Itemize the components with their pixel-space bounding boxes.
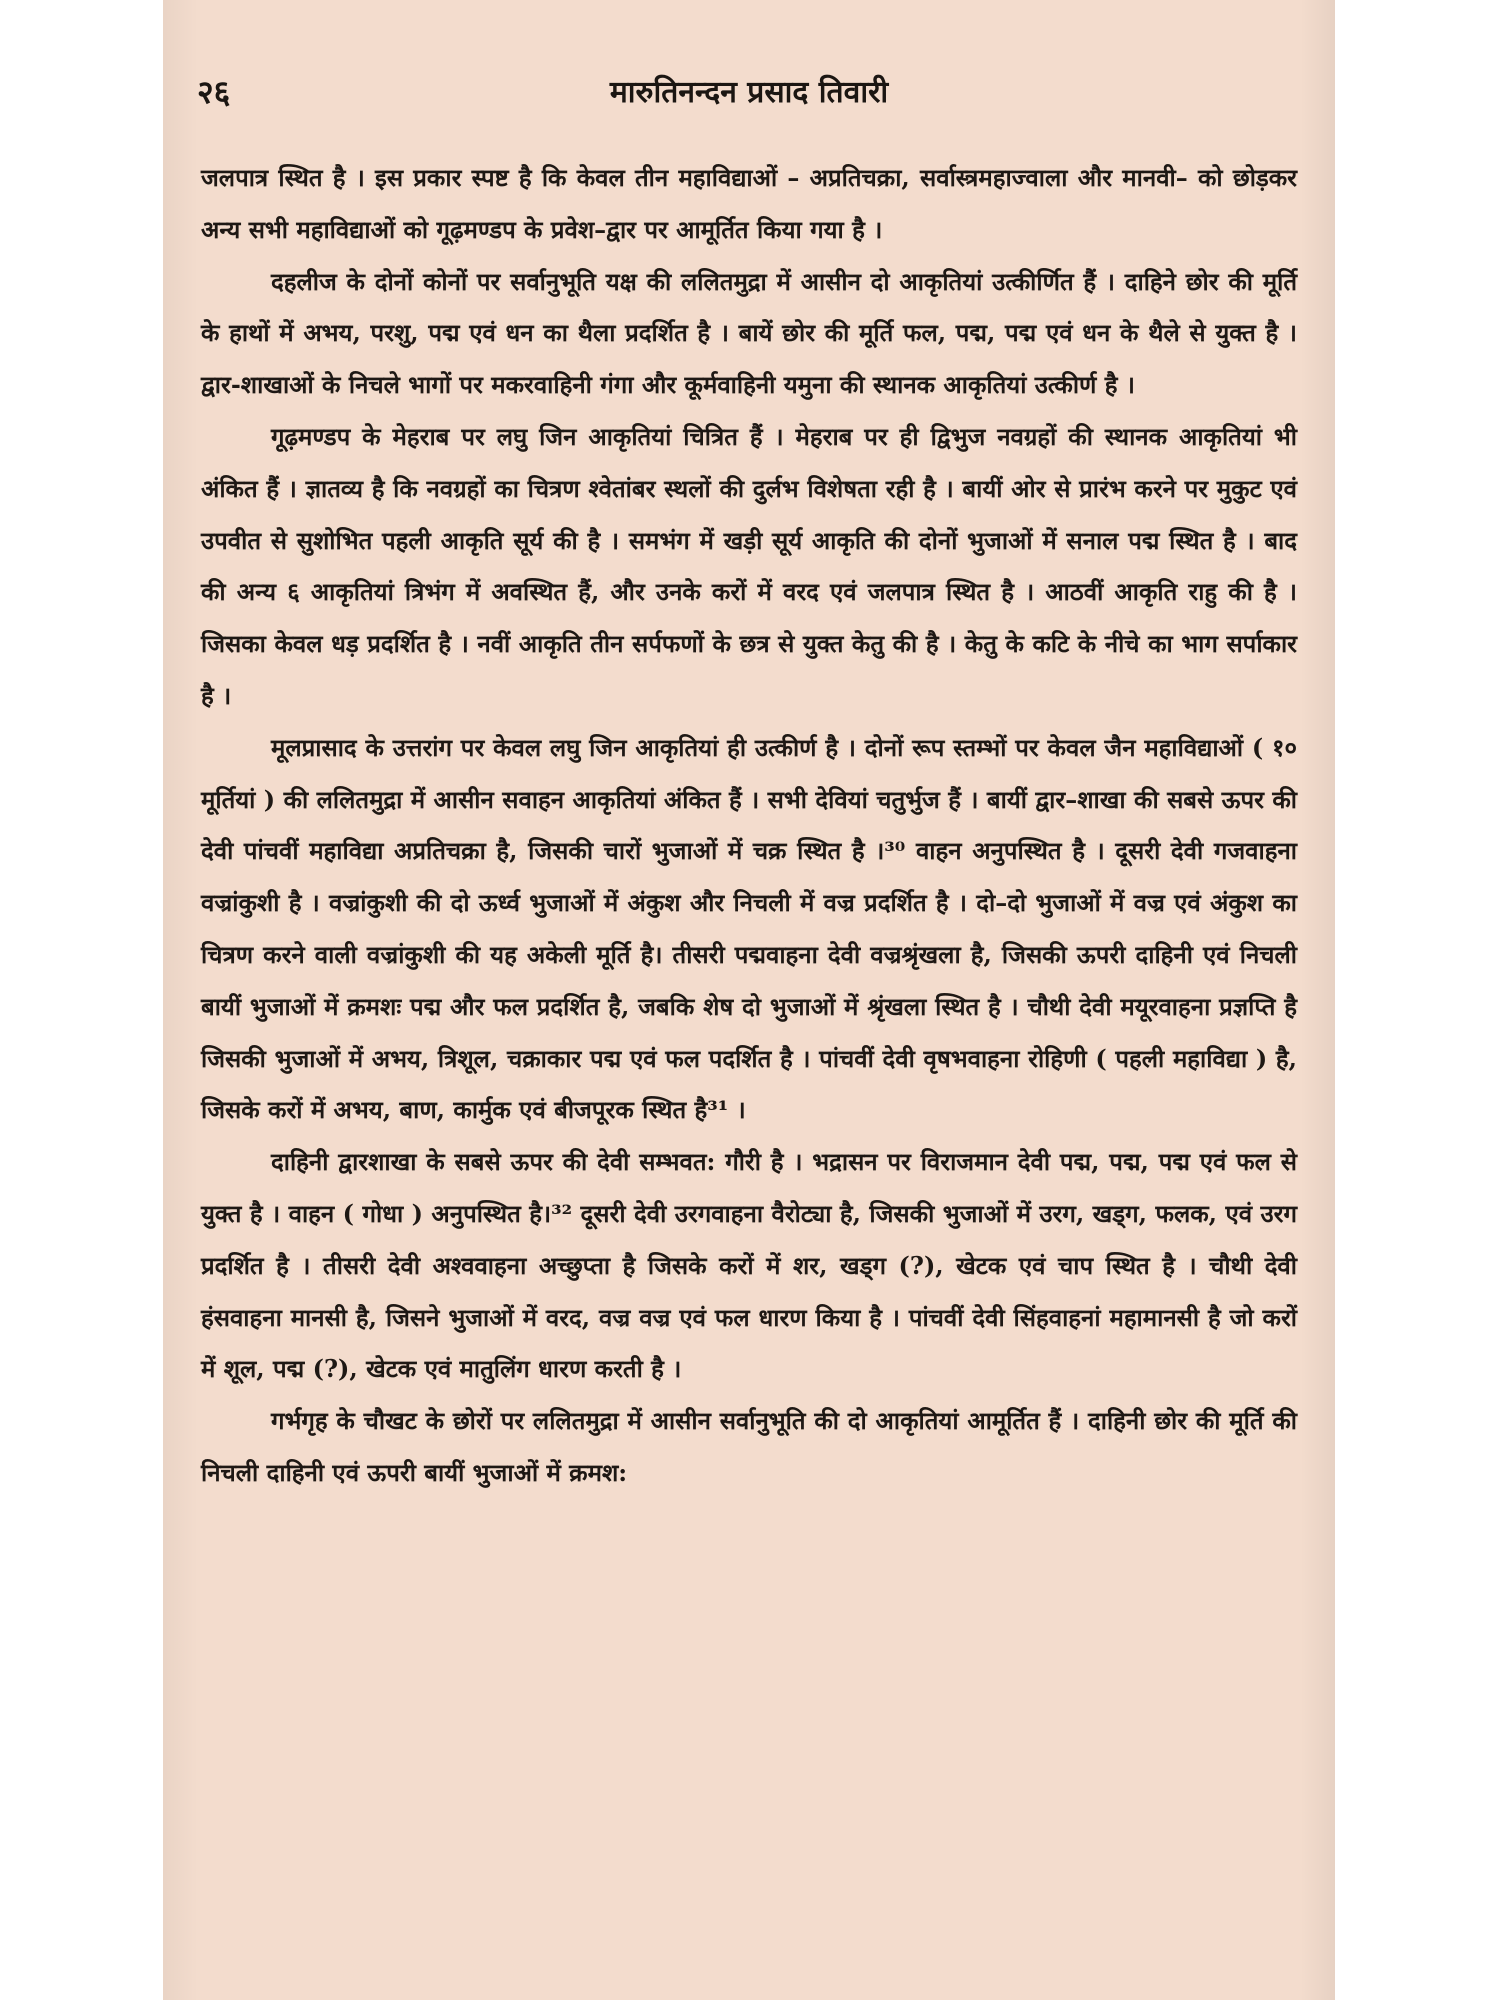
body-text [201, 152, 1297, 1499]
paragraph: दाहिनी द्वारशाखा के सबसे ऊपर की देवी सम्भवत: गौरी है । भद्रासन पर विराजमान देवी पद्म, पद्म, पद्म एवं फल से युक्त है । वाहन ( गोधा ) अनुपस्थित है।³² दूसरी देवी उरगवाहना वैरोट्या है, जिसकी भुजाओं में उरग, खड्ग, फलक, एवं उरग प्रदर्शित है । तीसरी देवी अश्ववाहना अच्छुप्ता है जिसके करों में शर, खड्ग (?), खेटक एवं चाप स्थित है । चौथी देवी हंसवाहना मानसी है, जिसने भुजाओं में वरद, वज्र वज्र एवं फल धारण किया है । पांचवीं देवी सिंहवाहनां महामानसी है जो करों में शूल, पद्म (?), खेटक एवं मातुलिंग धारण करती है । [201, 1147, 1297, 1384]
paragraph: गर्भगृह के चौखट के छोरों पर ललितमुद्रा में आसीन सर्वानुभूति की दो आकृतियां आमूर्तित हैं । दाहिनी छोर की मूर्ति की निचली दाहिनी एवं ऊपरी बायीं भुजाओं में क्रमश: [201, 1406, 1297, 1487]
paragraph: जलपात्र स्थित है । इस प्रकार स्पष्ट है कि केवल तीन महाविद्याओं – अप्रतिचक्रा, सर्वास्त्रमहाज्वाला और मानवी– को छोड़कर अन्य सभी महाविद्याओं को गूढ़मण्डप के प्रवेश–द्वार पर आमूर्तित किया गया है । [201, 163, 1297, 244]
paragraph: दहलीज के दोनों कोनों पर सर्वानुभूति यक्ष की ललितमुद्रा में आसीन दो आकृतियां उत्कीर्णित हैं । दाहिने छोर की मूर्ति के हाथों में अभय, परशु, पद्म एवं धन का थैला प्रदर्शित है । बायें छोर की मूर्ति फल, पद्म, पद्म एवं धन के थैले से युक्त है । द्वार-शाखाओं के निचले भागों पर मकरवाहिनी गंगा और कूर्मवाहिनी यमुना की स्थानक आकृतियां उत्कीर्ण है । [201, 266, 1297, 400]
paragraph: गूढ़मण्डप के मेहराब पर लघु जिन आकृतियां चित्रित हैं । मेहराब पर ही द्विभुज नवग्रहों की स्थानक आकृतियां भी अंकित हैं । ज्ञातव्य है कि नवग्रहों का चित्रण श्वेतांबर स्थलों की दुर्लभ विशेषता रही है । बायीं ओर से प्रारंभ करने पर मुकुट एवं उपवीत से सुशोभित पहली आकृति सूर्य की है । समभंग में खड़ी सूर्य आकृति की दोनों भुजाओं में सनाल पद्म स्थित है । बाद की अन्य ६ आकृतियां त्रिभंग में अवस्थित हैं, और उनके करों में वरद एवं जलपात्र स्थित है । आठवीं आकृति राहु की है । जिसका केवल धड़ प्रदर्शित है । नवीं आकृति तीन सर्पफणों के छत्र से युक्त केतु की है । केतु के कटि के नीचे का भाग सर्पाकार है । [201, 421, 1297, 710]
page-number: २६ [197, 73, 231, 111]
book-page [163, 0, 1335, 2000]
scan-margin [0, 0, 163, 2000]
running-head-author: मारुतिनन्दन प्रसाद तिवारी [609, 75, 889, 110]
paragraph: मूलप्रासाद के उत्तरांग पर केवल लघु जिन आकृतियां ही उत्कीर्ण है । दोनों रूप स्तम्भों पर केवल जैन महाविद्याओं ( १० मूर्तियां ) की ललितमुद्रा में आसीन सवाहन आकृतियां अंकित हैं । सभी देवियां चतुर्भुज हैं । बायीं द्वार–शाखा की सबसे ऊपर की देवी पांचवीं महाविद्या अप्रतिचक्रा है, जिसकी चारों भुजाओं में चक्र स्थित है ।³⁰ वाहन अनुपस्थित है । दूसरी देवी गजवाहना वज्रांकुशी है । वज्रांकुशी की दो ऊर्ध्व भुजाओं में अंकुश और निचली में वज्र प्रदर्शित है । दो–दो भुजाओं में वज्र एवं अंकुश का चित्रण करने वाली वज्रांकुशी की यह अकेली मूर्ति है। तीसरी पद्मवाहना देवी वज्रश्रृंखला है, जिसकी ऊपरी दाहिनी एवं निचली बायीं भुजाओं में क्रमशः पद्म और फल प्रदर्शित है, जबकि शेष दो भुजाओं में श्रृंखला स्थित है । चौथी देवी मयूरवाहना प्रज्ञप्ति है जिसकी भुजाओं में अभय, त्रिशूल, चक्राकार पद्म एवं फल पदर्शित है । पांचवीं देवी वृषभवाहना रोहिणी ( पहली महाविद्या ) है, जिसके करों में अभय, बाण, कार्मुक एवं बीजपूरक स्थित है³¹ । [201, 732, 1297, 1125]
page-header [163, 66, 1335, 118]
